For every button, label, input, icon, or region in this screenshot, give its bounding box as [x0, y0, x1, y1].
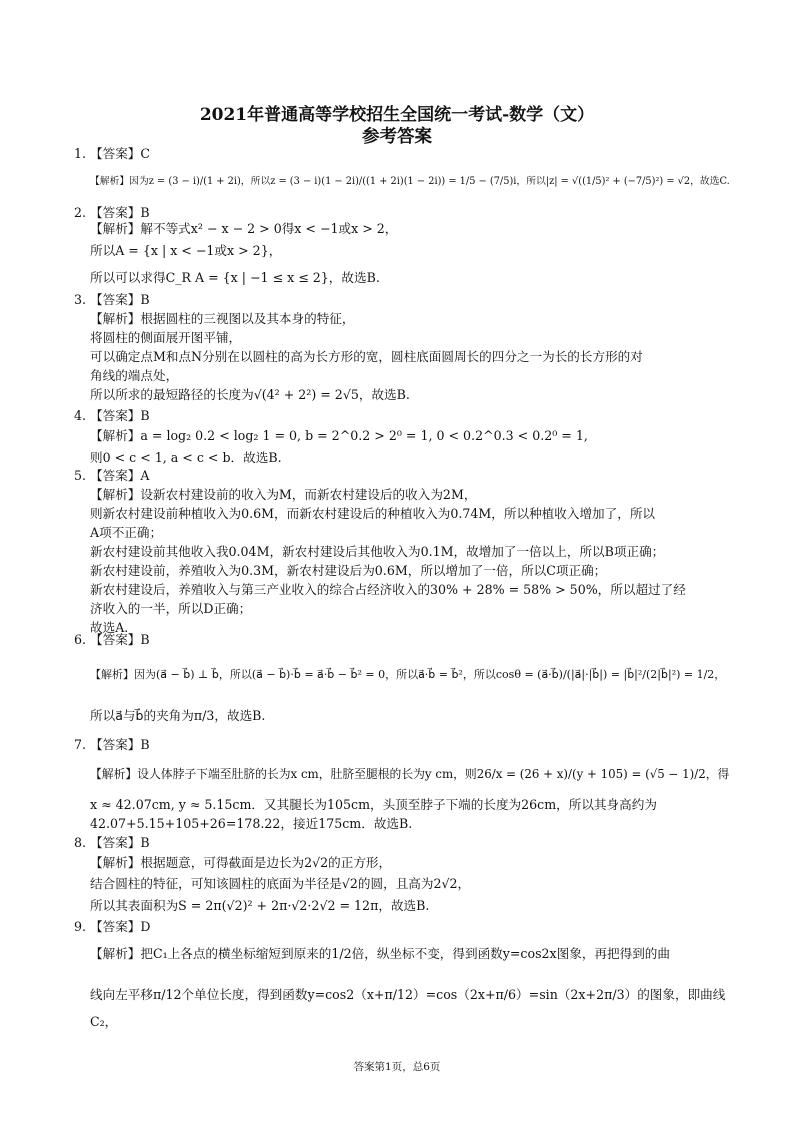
question-number: 6.	[74, 632, 87, 647]
analysis-line: 新农村建设前，养殖收入为0.3M，新农村建设后为0.6M，所以增加了一倍，所以C项正确；	[90, 563, 607, 578]
question-number: 3.	[74, 292, 87, 307]
page-footer: 答案第1页，总6页	[353, 1061, 441, 1073]
analysis-line: 可以确定点M和点N分别在以圆柱的高为长方形的宽，圆柱底面圆周长的四分之一为长的长方形的对	[90, 349, 643, 364]
answer-line: 【答案】B	[90, 292, 150, 307]
page-subtitle: 参考答案	[362, 127, 432, 147]
analysis-line: 故选A.	[90, 620, 129, 635]
analysis-line: 42.07+5.15+105+26=178.22，接近175cm．故选B.	[90, 816, 413, 831]
question-number: 5.	[74, 468, 87, 483]
analysis-line: 【解析】把C₁上各点的横坐标缩短到原来的1/2倍，纵坐标不变，得到函数y=cos2x图象，再把得到的曲	[90, 946, 670, 961]
answer-line: 【答案】D	[90, 919, 151, 934]
analysis-line: 将圆柱的侧面展开图平铺，	[90, 330, 242, 345]
answer-line: 【答案】B	[90, 408, 150, 423]
answer-line: 【答案】A	[90, 468, 150, 483]
analysis-line: 所以a⃗与b⃗的夹角为π/3，故选B.	[90, 708, 266, 723]
answer-line: 【答案】C	[90, 146, 151, 161]
analysis-line: 【解析】设新农村建设前的收入为M，而新农村建设后的收入为2M，	[90, 487, 477, 502]
analysis-line: 所以可以求得C_R A = {x | −1 ≤ x ≤ 2}，故选B.	[90, 270, 380, 285]
question-number: 4.	[74, 408, 87, 423]
question-number: 1.	[74, 146, 87, 161]
analysis-line: 【解析】设人体脖子下端至肚脐的长为x cm，肚脐至腿根的长为y cm，则26/x = (26 + x)/(y + 105) = (√5 − 1)/2，得	[90, 767, 730, 781]
analysis-line: 线向左平移π/12个单位长度，得到函数y=cos2（x+π/12）=cos（2x+π/6）=sin（2x+2π/3）的图象，即曲线	[90, 987, 726, 1002]
analysis-line: 【解析】因为(a⃗ − b⃗) ⊥ b⃗，所以(a⃗ − b⃗)·b⃗ = a⃗·b⃗ − b⃗² = 0，所以a⃗·b⃗ = b⃗²，所以cosθ = (a⃗·b⃗)/(|a⃗|·|b⃗|) = |b⃗|²/(2|b⃗|²) = 1/2，	[90, 668, 726, 681]
analysis-line: 【解析】根据圆柱的三视图以及其本身的特征，	[90, 311, 355, 326]
analysis-line: 【解析】根据题意，可得截面是边长为2√2的正方形，	[90, 855, 392, 870]
analysis-line: 新农村建设后，养殖收入与第三产业收入的综合占经济收入的30% + 28% = 58% > 50%，所以超过了经	[90, 582, 686, 597]
answer-line: 【答案】B	[90, 632, 150, 647]
analysis-line: 则0 < c < 1, a < c < b．故选B.	[90, 450, 282, 465]
analysis-line: 济收入的一半，所以D正确；	[90, 601, 252, 616]
answer-line: 【答案】B	[90, 835, 150, 850]
analysis-line: 所以其表面积为S = 2π(√2)² + 2π·√2·2√2 = 12π，故选B.	[90, 898, 430, 913]
question-number: 9.	[74, 919, 87, 934]
analysis-line: 则新农村建设前种植收入为0.6M，而新农村建设后的种植收入为0.74M，所以种植收入增加了，所以	[90, 506, 656, 521]
question-number: 7.	[74, 737, 87, 752]
answer-line: 【答案】B	[90, 205, 150, 220]
analysis-line: 所以所求的最短路径的长度为√(4² + 2²) = 2√5，故选B.	[90, 387, 410, 402]
answer-line: 【答案】B	[90, 737, 150, 752]
analysis-line: 【解析】解不等式x² − x − 2 > 0得x < −1或x > 2，	[90, 221, 398, 236]
analysis-line: 【解析】因为z = (3 − i)/(1 + 2i)，所以z = (3 − i)(1 − 2i)/((1 + 2i)(1 − 2i)) = 1/5 − (7/5)i，所以|z| = √((1/5)² + (−7/5)²) = √2，故选C.	[90, 176, 730, 187]
question-number: 8.	[74, 835, 87, 850]
analysis-line: 新农村建设前其他收入我0.04M，新农村建设后其他收入为0.1M，故增加了一倍以上，所以B项正确；	[90, 544, 665, 559]
page-title: 2021年普通高等学校招生全国统一考试-数学（文）	[199, 105, 595, 125]
analysis-line: C₂，	[90, 1014, 118, 1029]
analysis-line: A项不正确；	[90, 525, 163, 540]
question-number: 2.	[74, 205, 87, 220]
analysis-line: 结合圆柱的特征，可知该圆柱的底面为半径是√2的圆，且高为2√2，	[90, 876, 471, 891]
analysis-line: 所以A = {x | x < −1或x > 2}，	[90, 243, 282, 258]
analysis-line: x ≈ 42.07cm, y ≈ 5.15cm．又其腿长为105cm，头顶至脖子下端的长度为26cm，所以其身高约为	[90, 797, 657, 812]
analysis-line: 角线的端点处，	[90, 368, 179, 383]
analysis-line: 【解析】a = log₂ 0.2 < log₂ 1 = 0, b = 2^0.2 > 2⁰ = 1, 0 < 0.2^0.3 < 0.2⁰ = 1,	[90, 428, 588, 443]
